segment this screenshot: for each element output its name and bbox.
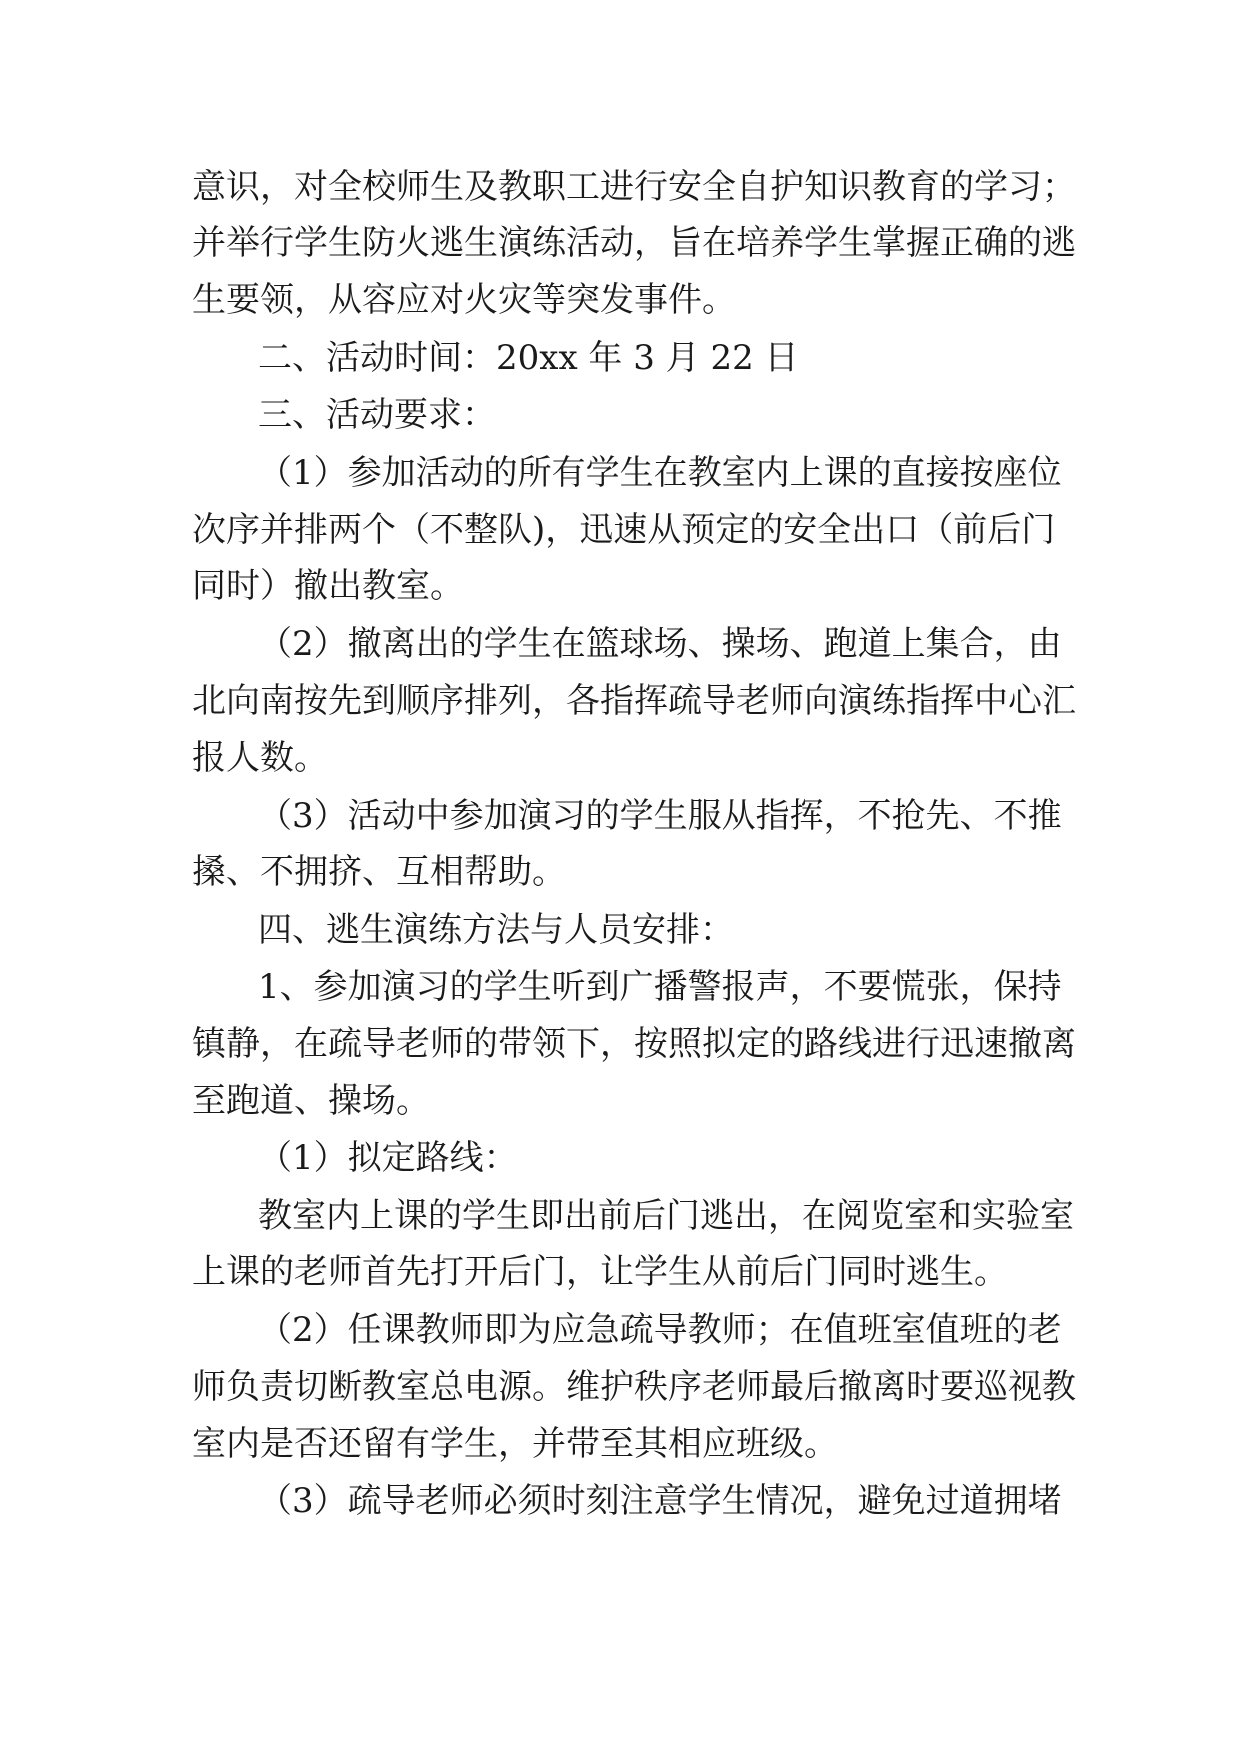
text-line: （2）任课教师即为应急疏导教师；在值班室值班的老 — [258, 1310, 1062, 1350]
text-line: 搡、不拥挤、互相帮助。 — [192, 852, 566, 892]
text-line: 次序并排两个（不整队)，迅速从预定的安全出口（前后门 — [192, 510, 1056, 550]
text-line: 生要领，从容应对火灾等突发事件。 — [192, 280, 736, 320]
text-line: 意识，对全校师生及教职工进行安全自护知识教育的学习； — [192, 167, 1076, 207]
text-line: 室内是否还留有学生，并带至其相应班级。 — [192, 1424, 838, 1464]
text-line: （2）撤离出的学生在篮球场、操场、跑道上集合，由 — [258, 624, 1062, 664]
text-line: 教室内上课的学生即出前后门逃出，在阅览室和实验室 — [258, 1196, 1074, 1236]
section-heading-methods: 四、逃生演练方法与人员安排： — [258, 910, 734, 950]
text-line: （1）参加活动的所有学生在教室内上课的直接按座位 — [258, 453, 1062, 493]
text-line: 师负责切断教室总电源。维护秩序老师最后撤离时要巡视教 — [192, 1367, 1076, 1407]
text-line: 至跑道、操场。 — [192, 1081, 430, 1121]
text-line: 上课的老师首先打开后门，让学生从前后门同时逃生。 — [192, 1252, 1008, 1292]
text-line: 并举行学生防火逃生演练活动，旨在培养学生掌握正确的逃 — [192, 223, 1076, 263]
section-heading-requirements: 三、活动要求： — [258, 395, 496, 435]
text-line: （3）活动中参加演习的学生服从指挥，不抢先、不推 — [258, 796, 1062, 836]
text-line: 报人数。 — [192, 738, 328, 778]
text-line: 同时）撤出教室。 — [192, 566, 464, 606]
section-heading-time: 二、活动时间：20xx 年 3 月 22 日 — [258, 338, 799, 378]
text-line: 镇静，在疏导老师的带领下，按照拟定的路线进行迅速撤离 — [192, 1024, 1076, 1064]
text-line: （1）拟定路线： — [258, 1138, 518, 1178]
text-line: 1、参加演习的学生听到广播警报声，不要慌张，保持 — [258, 967, 1062, 1007]
text-line: 北向南按先到顺序排列，各指挥疏导老师向演练指挥中心汇 — [192, 681, 1076, 721]
text-line: （3）疏导老师必须时刻注意学生情况，避免过道拥堵 — [258, 1481, 1062, 1521]
